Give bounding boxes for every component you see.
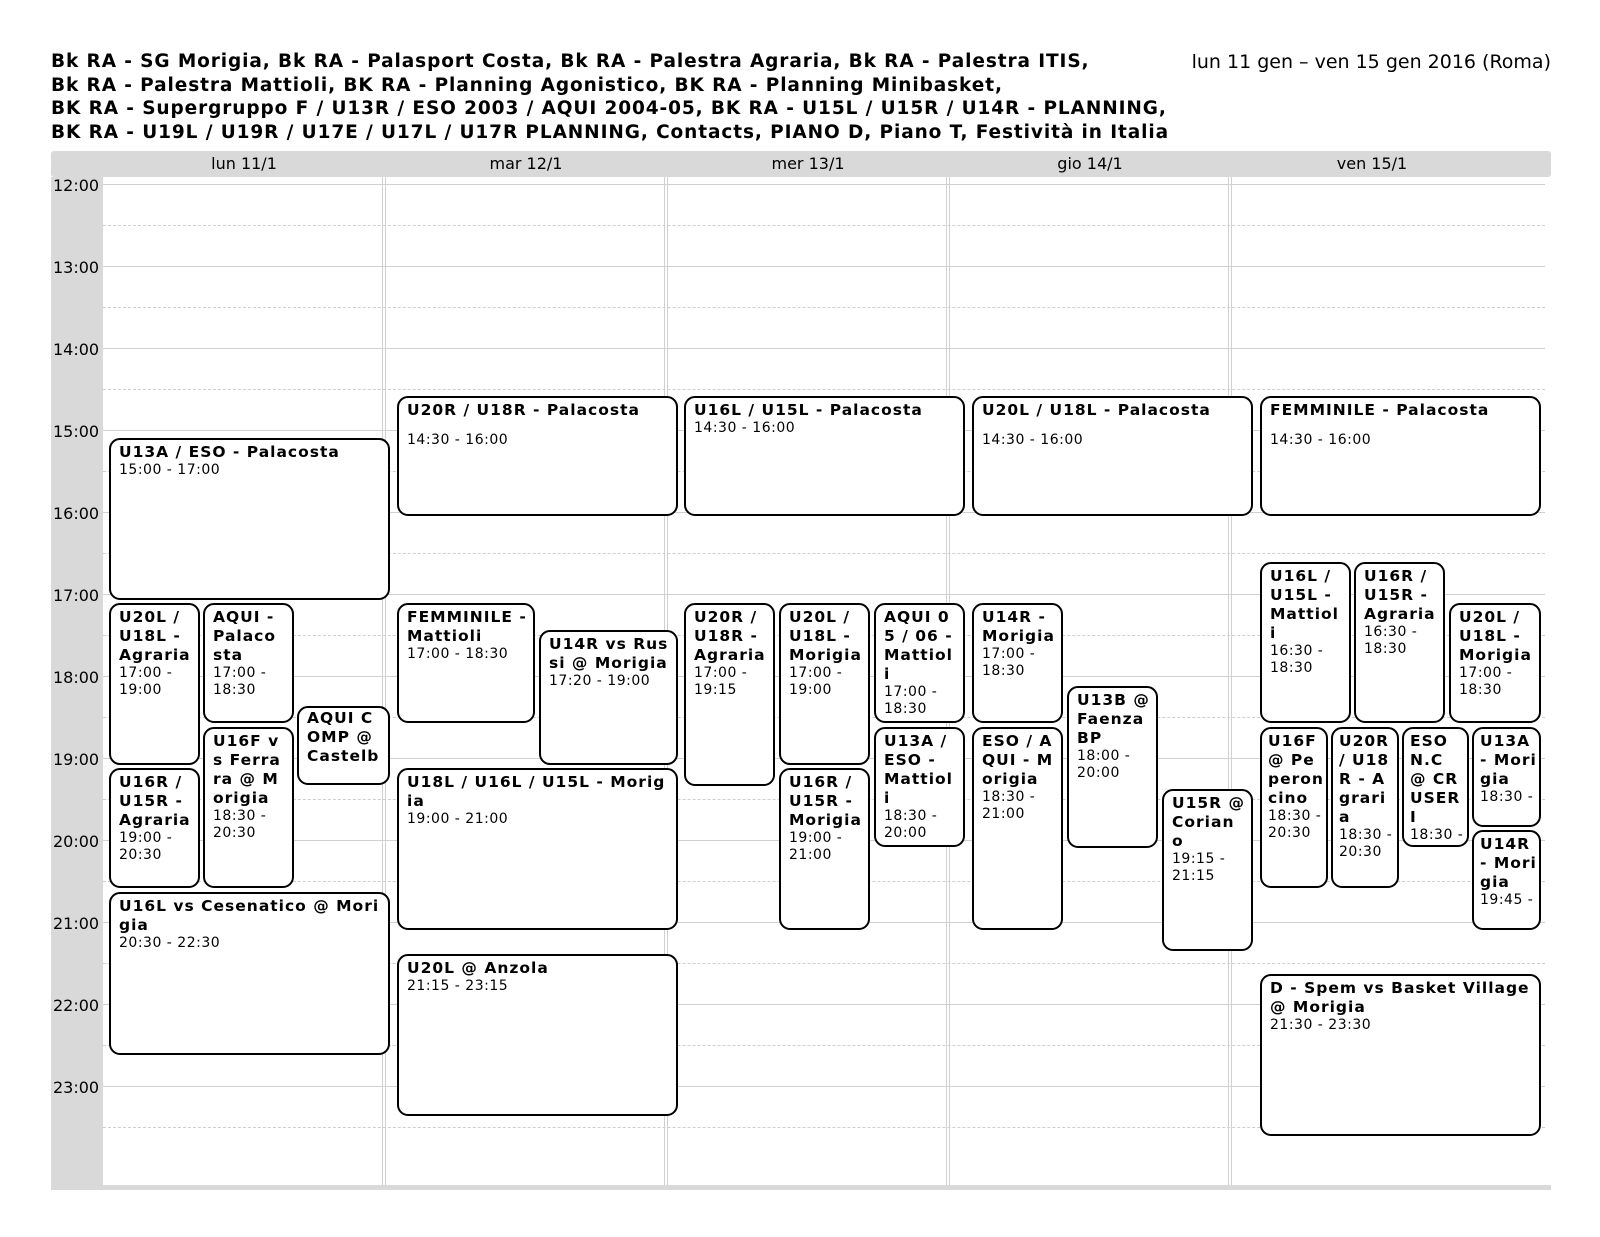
event-time: 16:30 - 18:30	[1364, 624, 1418, 657]
event-title: D - Spem vs Basket Village @ Morigia	[1270, 979, 1530, 1016]
hour-label: 19:00	[53, 750, 100, 769]
calendar-event[interactable]	[397, 768, 678, 930]
calendar-event[interactable]	[109, 768, 200, 888]
event-title: U13A / ESO - Palacosta	[119, 443, 340, 461]
event-title: U13A / ESO - Mattioli	[884, 732, 953, 807]
event-time: 21:15 - 23:15	[407, 978, 509, 994]
day-header-bar	[51, 151, 1551, 177]
event-title: U20R / U18R - Agraria	[1339, 732, 1390, 826]
event-title: FEMMINILE - Mattioli	[407, 608, 527, 645]
event-time: 17:20 - 19:00	[549, 673, 651, 689]
calendar-event[interactable]	[1260, 974, 1541, 1136]
event-title: U20L @ Anzola	[407, 959, 549, 977]
day-header: ven 15/1	[1336, 154, 1408, 173]
hour-label: 21:00	[53, 914, 100, 933]
calendar-event[interactable]	[684, 603, 775, 786]
event-time: 14:30 - 16:00	[1270, 432, 1372, 448]
event-title: U16L / U15L - Mattioli	[1270, 567, 1339, 642]
hour-label: 16:00	[53, 504, 100, 523]
hour-label: 14:00	[53, 340, 100, 359]
calendar-event[interactable]	[779, 603, 870, 765]
event-title: FEMMINILE - Palacosta	[1270, 401, 1490, 419]
event-time: 18:30 - 20:00	[884, 808, 938, 841]
calendar-event[interactable]	[874, 603, 965, 723]
event-title: U14R vs Russi @ Morigia	[549, 635, 669, 672]
event-title: U16F @ Peperoncino	[1268, 732, 1324, 807]
day-header: mer 13/1	[771, 154, 845, 173]
calendar-event[interactable]	[684, 396, 965, 516]
calendar-event[interactable]	[203, 603, 294, 723]
hour-line	[103, 266, 1545, 267]
event-title: U16R / U15R - Morigia	[789, 773, 862, 829]
title-line: Bk RA - Palestra Mattioli, BK RA - Planning Agonistico, BK RA - Planning Minibasket,	[51, 74, 1003, 96]
event-title: U20L / U18L - Agraria	[119, 608, 191, 664]
event-time: 17:00 - 18:30	[213, 665, 267, 698]
event-time: 19:15 - 21:15	[1172, 851, 1226, 884]
event-title: AQUI - Palacosta	[213, 608, 277, 664]
event-time: 20:30 - 22:30	[119, 935, 221, 951]
event-time: 14:30 - 16:00	[407, 432, 509, 448]
calendar-event[interactable]	[1162, 789, 1253, 951]
hour-label: 12:00	[53, 176, 100, 195]
event-title: U20L / U18L - Morigia	[789, 608, 862, 664]
event-time: 17:00 - 18:30	[982, 646, 1036, 679]
event-title: ESO N.C @ CRUSERI	[1410, 732, 1461, 826]
calendar-event[interactable]	[1472, 830, 1541, 930]
calendar-event[interactable]	[397, 396, 678, 516]
hour-label: 15:00	[53, 422, 100, 441]
event-time: 17:00 - 18:30	[407, 646, 509, 662]
title-line: Bk RA - SG Morigia, Bk RA - Palasport Costa, Bk RA - Palestra Agraria, Bk RA - Palestra ITIS,	[51, 51, 1090, 72]
title-line: BK RA - U19L / U19R / U17E / U17L / U17R PLANNING, Contacts, PIANO D, Piano T, Festività in Italia	[51, 121, 1169, 143]
hour-label: 20:00	[53, 832, 100, 851]
event-time: 18:30 - 20:30	[1268, 808, 1322, 841]
calendar-event[interactable]	[1260, 396, 1541, 516]
hour-label: 18:00	[53, 668, 100, 687]
event-time: 18:30 - 20:30	[213, 808, 267, 841]
event-time: 16:30 - 18:30	[1270, 643, 1324, 676]
event-title: U18L / U16L / U15L - Morigia	[407, 773, 666, 810]
calendar-event[interactable]	[1472, 727, 1541, 827]
event-title: U14R - Morigia	[982, 608, 1055, 645]
hour-label: 17:00	[53, 586, 100, 605]
event-title: U13B @ Faenza BP	[1077, 691, 1150, 747]
event-title: U16L / U15L - Palacosta	[694, 401, 923, 419]
event-time: 18:00 - 20:00	[1077, 748, 1131, 781]
hour-line	[103, 184, 1545, 185]
title-line: BK RA - Supergruppo F / U13R / ESO 2003 / AQUI 2004-05, BK RA - U15L / U15R / U14R - PLANNING,	[51, 98, 1167, 120]
calendar-event[interactable]	[1449, 603, 1541, 723]
event-time: 14:30 - 16:00	[982, 432, 1084, 448]
event-time: 17:00 - 19:00	[789, 665, 843, 698]
day-header: lun 11/1	[211, 154, 277, 173]
calendar-event[interactable]	[397, 954, 678, 1116]
event-time: 19:00 - 20:30	[119, 830, 173, 863]
calendar-event[interactable]	[203, 727, 294, 888]
event-time: 14:30 - 16:00	[694, 420, 796, 436]
day-header: gio 14/1	[1057, 154, 1123, 173]
event-title: U15R @ Coriano	[1172, 794, 1245, 850]
half-hour-line	[103, 389, 1545, 390]
calendar-event[interactable]	[109, 438, 390, 600]
grid-bottom-bar	[51, 1185, 1551, 1190]
calendar-event[interactable]	[1067, 686, 1158, 848]
hour-label: 23:00	[53, 1078, 100, 1097]
event-title: U20L / U18L - Palacosta	[982, 401, 1211, 419]
calendar-event[interactable]	[109, 892, 390, 1055]
date-range: lun 11 gen – ven 15 gen 2016 (Roma)	[1191, 51, 1551, 73]
event-time: 17:00 - 19:00	[119, 665, 173, 698]
event-title: U13A - Morigia	[1480, 732, 1537, 788]
calendar-event[interactable]	[1354, 562, 1445, 723]
event-title: U16F vs Ferrara @ Morigia	[213, 732, 281, 807]
event-title: U16L vs Cesenatico @ Morigia	[119, 897, 380, 934]
calendar-event[interactable]	[1260, 562, 1351, 723]
event-title: U20R / U18R - Agraria	[694, 608, 766, 664]
event-time: 18:30 - 21:00	[982, 789, 1036, 822]
event-time: 17:00 - 19:15	[694, 665, 748, 698]
half-hour-line	[103, 225, 1545, 226]
event-time: 17:00 - 18:30	[1459, 665, 1513, 698]
hour-line	[103, 348, 1545, 349]
event-time: 18:30 -	[1480, 789, 1534, 805]
half-hour-line	[103, 307, 1545, 308]
event-title: U16R / U15R - Agraria	[1364, 567, 1436, 623]
calendar-event[interactable]	[297, 706, 390, 785]
event-time: 21:30 - 23:30	[1270, 1017, 1372, 1033]
calendar-event[interactable]	[972, 396, 1253, 516]
calendar-event[interactable]	[539, 630, 678, 765]
event-title: ESO / AQUI - Morigia	[982, 732, 1054, 788]
hour-label: 22:00	[53, 996, 100, 1015]
calendar-event[interactable]	[779, 768, 870, 930]
calendar-event[interactable]	[972, 603, 1063, 723]
event-title: U14R - Morigia	[1480, 835, 1537, 891]
calendar-event[interactable]	[972, 727, 1063, 930]
event-time: 15:00 - 17:00	[119, 462, 221, 478]
calendar-event[interactable]	[109, 603, 200, 765]
calendar-event[interactable]	[397, 603, 535, 723]
calendar-event[interactable]	[874, 727, 965, 847]
event-title: U20L / U18L - Morigia	[1459, 608, 1532, 664]
calendar-event[interactable]	[1260, 727, 1328, 888]
calendar-list-title	[51, 50, 1169, 144]
event-title: U20R / U18R - Palacosta	[407, 401, 640, 419]
event-time: 19:00 - 21:00	[407, 811, 509, 827]
event-time: 17:00 - 18:30	[884, 684, 938, 717]
day-divider	[1228, 177, 1232, 1185]
calendar-event[interactable]	[1331, 727, 1399, 888]
calendar-event[interactable]	[1402, 727, 1469, 847]
event-time: 18:30 - 20:30	[1339, 827, 1393, 860]
hour-label: 13:00	[53, 258, 100, 277]
event-time: 18:30 -	[1410, 827, 1464, 843]
event-time: 19:00 - 21:00	[789, 830, 843, 863]
event-title: U16R / U15R - Agraria	[119, 773, 191, 829]
event-title: AQUI COMP @ Castelb	[307, 709, 380, 765]
event-title: AQUI 05 / 06 - Mattioli	[884, 608, 953, 683]
event-time: 19:45 -	[1480, 892, 1534, 908]
day-header: mar 12/1	[489, 154, 563, 173]
